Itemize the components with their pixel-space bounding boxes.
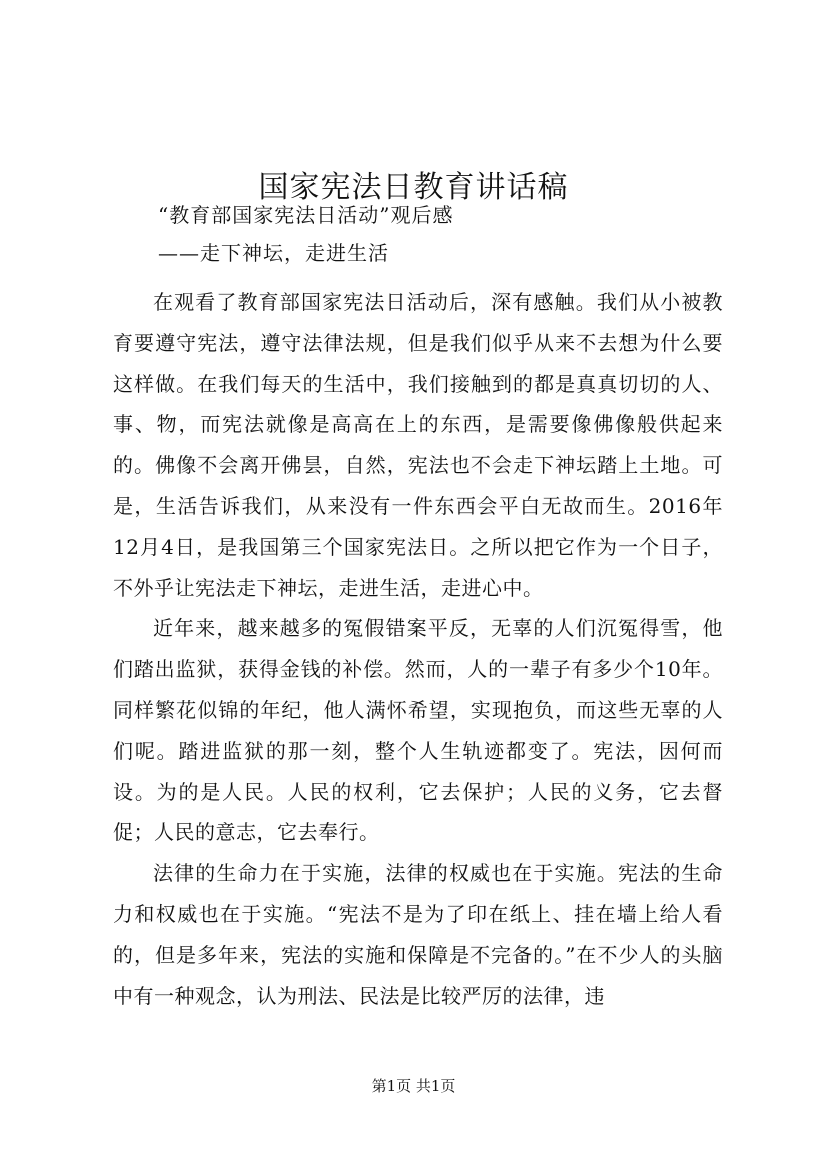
document-title: 国家宪法日教育讲话稿 <box>258 170 569 206</box>
paragraph-2: 近年来，越来越多的冤假错案平反，无辜的人们沉冤得雪，他们踏出监狱，获得金钱的补偿。然而，人的一辈子有多少个10年。同样繁花似锦的年纪，他人满怀希望，实现抱负，而这些无辜的人们呢。踏进监狱的那一刻，整个人生轨迹都变了。宪法，因何而设。为的是人民。人民的权利，它去保护；人民的义务，它去督促；人民的意志，它去奉行。 <box>113 616 723 845</box>
page-footer: 第1页 共1页 <box>371 1077 456 1095</box>
subtitle-line-2: ——走下神坛，走进生活 <box>158 241 389 265</box>
subtitle-line-1: “教育部国家宪法日活动”观后感 <box>158 203 454 227</box>
document-body <box>113 282 723 1016</box>
paragraph-1: 在观看了教育部国家宪法日活动后，深有感触。我们从小被教育要遵守宪法，遵守法律法规，但是我们似乎从来不去想为什么要这样做。在我们每天的生活中，我们接触到的都是真真切切的人、事、物，而宪法就像是高高在上的东西，是需要像佛像般供起来的。佛像不会离开佛昙，自然，宪法也不会走下神坛踏上土地。可是，生活告诉我们，从来没有一件东西会平白无故而生。2016年12月4日，是我国第三个国家宪法日。之所以把它作为一个日子，不外乎让宪法走下神坛，走进生活，走进心中。 <box>113 290 723 600</box>
paragraph-3: 法律的生命力在于实施，法律的权威也在于实施。宪法的生命力和权威也在于实施。“宪法不是为了印在纸上、挂在墙上给人看的，但是多年来，宪法的实施和保障是不完备的。”在不少人的头脑中有一种观念，认为刑法、民法是比较严厉的法律，违 <box>113 861 723 1008</box>
